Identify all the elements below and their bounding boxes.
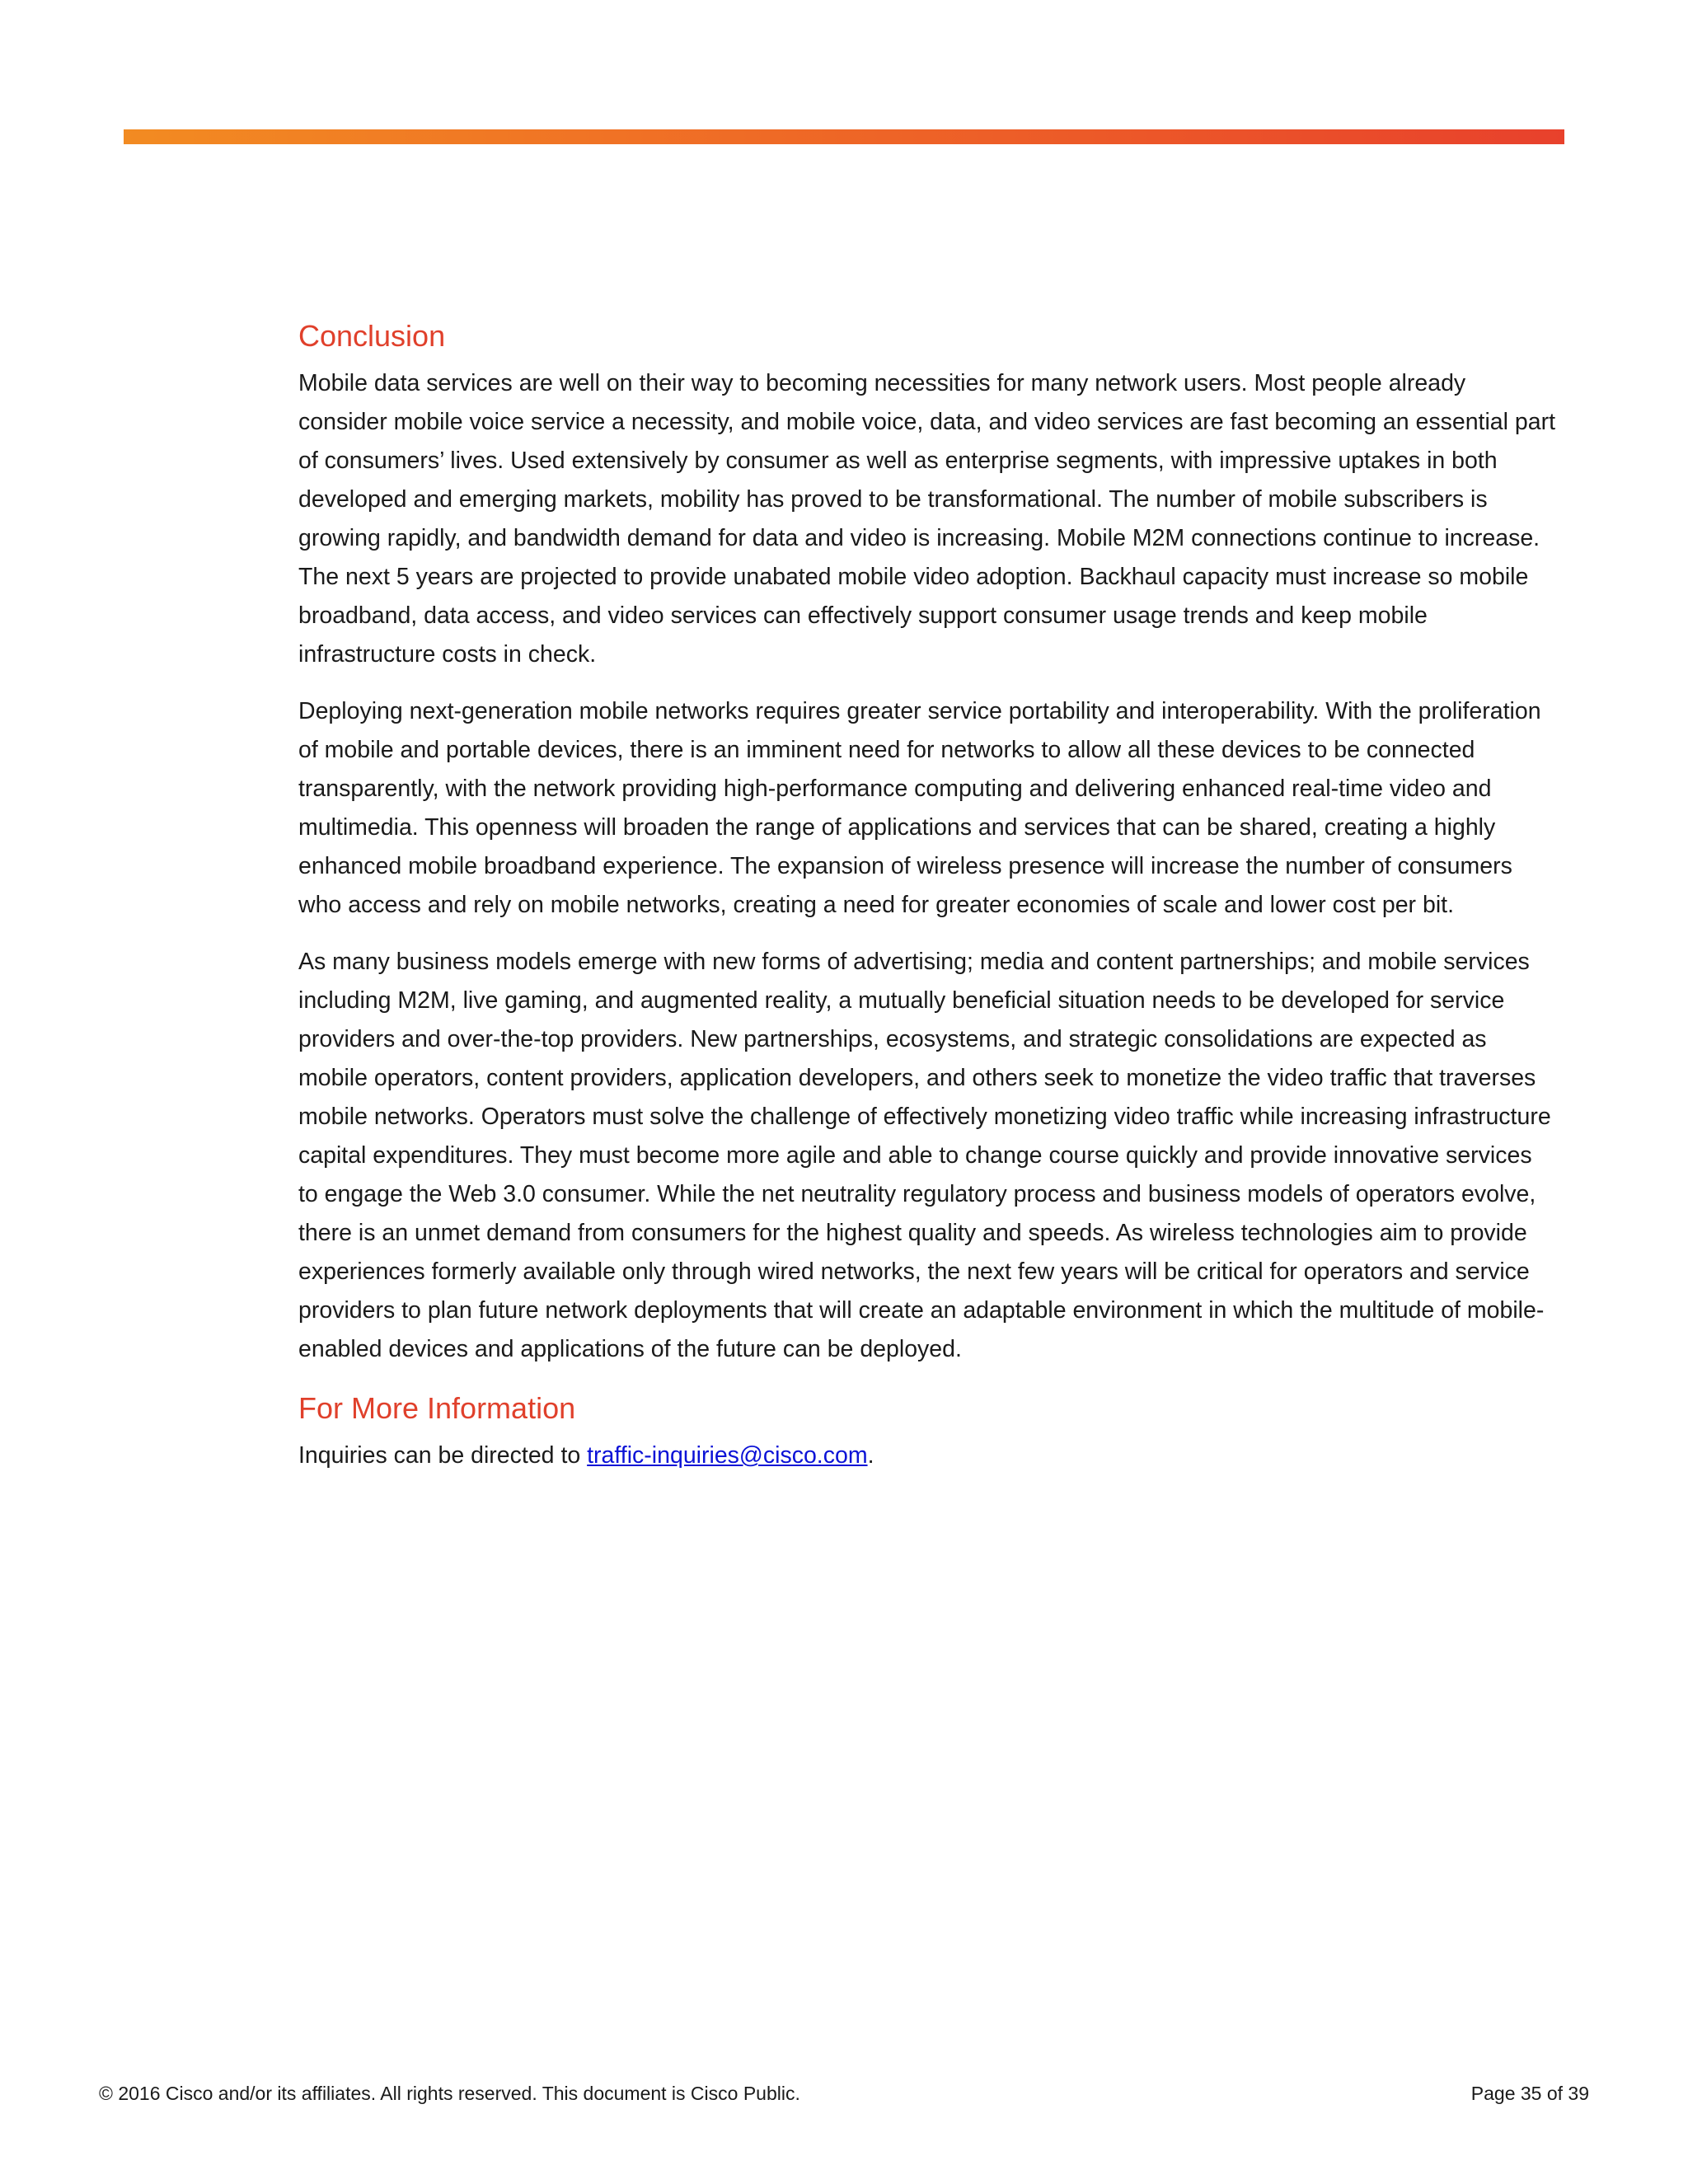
conclusion-paragraph-3: As many business models emerge with new forms of advertising; media and content partnerships; and mobile services including M2M, live gaming, and augmented reality, a mutually beneficial situation needs to be developed for service providers and over-the-top providers. New partnerships, ecosystems, and strategic consolidations are expected as mobile operators, content providers, application developers, and others seek to monetize the video traffic that traverses mobile networks. Operators must solve the challenge of effectively monetizing video traffic while increasing infrastructure capital expenditures. They must become more agile and able to change course quickly and provide innovative services to engage the Web 3.0 consumer. While the net neutrality regulatory process and business models of operators evolve, there is an unmet demand from consumers for the highest quality and speeds. As wireless technologies aim to provide experiences formerly available only through wired networks, the next few years will be critical for operators and service providers to plan future network deployments that will create an adaptable environment in which the multitude of mobile-enabled devices and applications of the future can be deployed. [298,949,1551,1362]
inquiry-period: . [867,1442,874,1469]
inquiry-line [298,1436,1555,1475]
header-accent-bar [124,129,1564,144]
page-footer [99,2083,1589,2105]
conclusion-heading: Conclusion [298,319,446,353]
conclusion-paragraph-1: Mobile data services are well on their way to becoming necessities for many network users. Most people already consider mobile voice service a necessity, and mobile voice, data, and video services are fast becoming an essential part of consumers’ lives. Used extensively by consumer as well as enterprise segments, with impressive uptakes in both developed and emerging markets, mobility has proved to be transformational. The number of mobile subscribers is growing rapidly, and bandwidth demand for data and video is increasing. Mobile M2M connections continue to increase. The next 5 years are projected to provide unabated mobile video adoption. Backhaul capacity must increase so mobile broadband, data access, and video services can effectively support consumer usage trends and keep mobile infrastructure costs in check. [298,370,1556,668]
conclusion-paragraph-2: Deploying next-generation mobile networks requires greater service portability and interoperability. With the proliferation of mobile and portable devices, there is an imminent need for networks to allow all these devices to be connected transparently, with the network providing high-performance computing and delivering enhanced real-time video and multimedia. This openness will broaden the range of applications and services that can be shared, creating a highly enhanced mobile broadband experience. The expansion of wireless presence will increase the number of consumers who access and rely on mobile networks, creating a need for greater economies of scale and lower cost per bit. [298,698,1541,918]
document-body [298,316,1555,1493]
more-info-heading: For More Information [298,1391,576,1425]
footer-copyright: © 2016 Cisco and/or its affiliates. All rights reserved. This document is Cisco Public. [99,2083,800,2104]
inquiry-text: Inquiries can be directed to [298,1442,588,1469]
email-link[interactable]: traffic-inquiries@cisco.com [587,1442,868,1469]
footer-page-number: Page 35 of 39 [1470,2083,1589,2104]
